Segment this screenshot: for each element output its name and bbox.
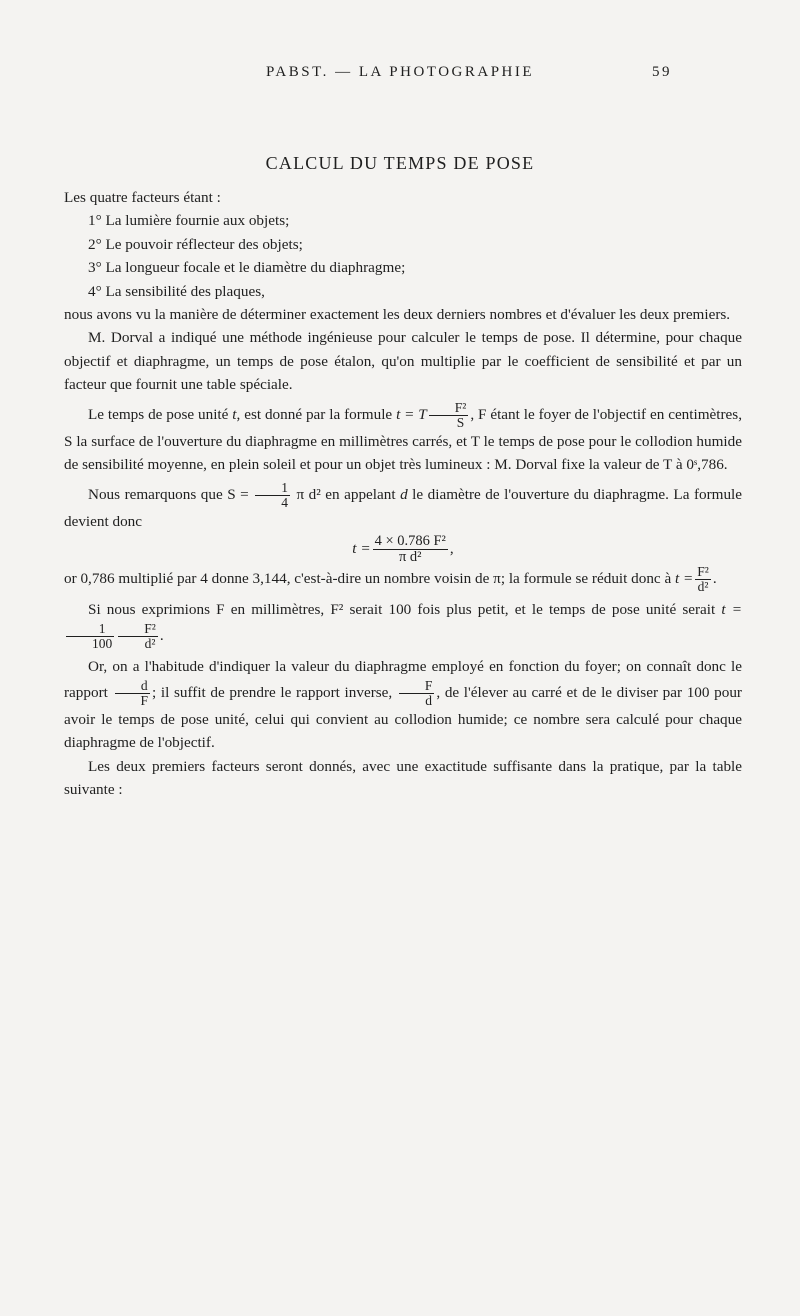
p3-var-t: t: [232, 405, 237, 423]
p4-fraction: [255, 481, 290, 510]
factor-3: 3° La longueur focale et le diamètre du diaphragme;: [88, 259, 406, 277]
p5-tail: .: [712, 570, 717, 588]
p3-fraction: [429, 401, 469, 430]
p3-formula-lhs: t = T: [396, 405, 427, 423]
p7-text-a: Or, on a l'habitude d'indiquer la valeur du diaphragme employé en fonction du foyer; on connaît donc le rapport: [64, 658, 742, 701]
eq1-lhs: t =: [352, 539, 371, 557]
p3-frac-den: S: [456, 414, 465, 430]
p6-text-a: Si nous exprimions F en millimètres, F² serait 100 fois plus petit, et le temps de pose unité serait: [88, 601, 722, 619]
p5-num: F²: [697, 564, 709, 579]
p7-d1: F: [140, 692, 149, 708]
p4-text-b: π d² en appelant: [291, 485, 401, 503]
p7-fraction-1: [115, 679, 151, 708]
p6-d2: d²: [144, 635, 156, 651]
p4-text-a: Nous remarquons que S =: [88, 485, 254, 503]
eq1-den: π d²: [398, 548, 422, 565]
paragraph-6: [64, 598, 742, 651]
running-title: PABST. — LA PHOTOGRAPHIE: [265, 64, 535, 80]
paragraph-5: [64, 565, 742, 594]
factor-2: 2° Le pouvoir réflecteur des objets;: [88, 235, 303, 253]
equation-1: [64, 534, 742, 565]
p5-fraction: [695, 565, 711, 594]
p6-n1: 1: [66, 622, 114, 637]
paragraph-1: nous avons vu la manière de déterminer exactement les deux derniers nombres et d'évaluer les deux premiers.: [64, 306, 731, 324]
factor-1: 1° La lumière fournie aux objets;: [88, 212, 290, 230]
p3-text-b: , est donné par la formule: [236, 405, 397, 423]
paragraph-7: [64, 655, 742, 755]
p7-d2: d: [425, 692, 432, 708]
eq1-num: 4 × 0.786 F²: [374, 532, 446, 549]
section-title: CALCUL DU TEMPS DE POSE: [265, 153, 535, 173]
p6-fraction-1: [66, 622, 114, 651]
paragraph-3: [64, 401, 742, 477]
p7-fraction-2: [399, 679, 435, 708]
p4-frac-num: 1: [255, 481, 290, 496]
p5-den: d²: [697, 579, 709, 595]
p6-fraction-2: [118, 622, 158, 651]
body-text: [64, 186, 742, 801]
p6-d1: 100: [92, 635, 113, 651]
p7-n2: F: [399, 679, 435, 694]
p4-frac-den: 4: [281, 494, 288, 510]
p6-tail: .: [159, 626, 164, 644]
eq1-tail: ,: [449, 539, 454, 557]
p7-text-c: , de l'élever au carré et de le diviser par 100 pour avoir le temps de pose unité, celui qui convient au collodion humide; ce nombre sera calculé pour chaque diaphragme de l'objectif.: [64, 683, 742, 752]
p7-text-b: ; il suffit de prendre le rapport inverse,: [152, 683, 397, 701]
p7-n1: d: [115, 679, 151, 694]
intro-line: Les quatre facteurs étant :: [64, 189, 221, 206]
p4-var-d: d: [400, 485, 408, 503]
page-number: 59: [652, 64, 672, 80]
p5-text-a: or 0,786 multiplié par 4 donne 3,144, c'est-à-dire un nombre voisin de π; la formule se réduit donc à: [64, 570, 676, 588]
eq1-fraction: [373, 534, 448, 565]
p3-frac-num: F²: [429, 401, 469, 416]
p6-lhs: t =: [721, 601, 743, 619]
paragraph-4: [64, 481, 742, 534]
paragraph-8: Les deux premiers facteurs seront donnés, avec une exactitude suffisante dans la pratique, par la table suivante :: [64, 757, 742, 799]
p4-text-c: le diamètre de l'ouverture du diaphragme. La formule devient donc: [64, 485, 743, 531]
p6-n2: F²: [118, 622, 158, 637]
p5-lhs: t =: [675, 570, 694, 588]
paragraph-2: M. Dorval a indiqué une méthode ingénieuse pour calculer le temps de pose. Il détermine, pour chaque objectif et diaphragme, un temps de pose étalon, qu'on multiplie par le coefficient de sensibilité et par un facteur que fournit une table spéciale.: [64, 329, 742, 394]
p3-text-a: Le temps de pose unité: [88, 405, 233, 423]
factor-4: 4° La sensibilité des plaques,: [88, 282, 265, 300]
p3-text-c: , F étant le foyer de l'objectif en centimètres, S la surface de l'ouverture du diaphragme en millimètres carrés, et T le temps de pose pour le collodion humide de sensibilité moyenne, en plein soleil et pour un objet très lumineux : M. Dorval fixe la valeur de T à 0ˢ,786.: [64, 405, 742, 474]
